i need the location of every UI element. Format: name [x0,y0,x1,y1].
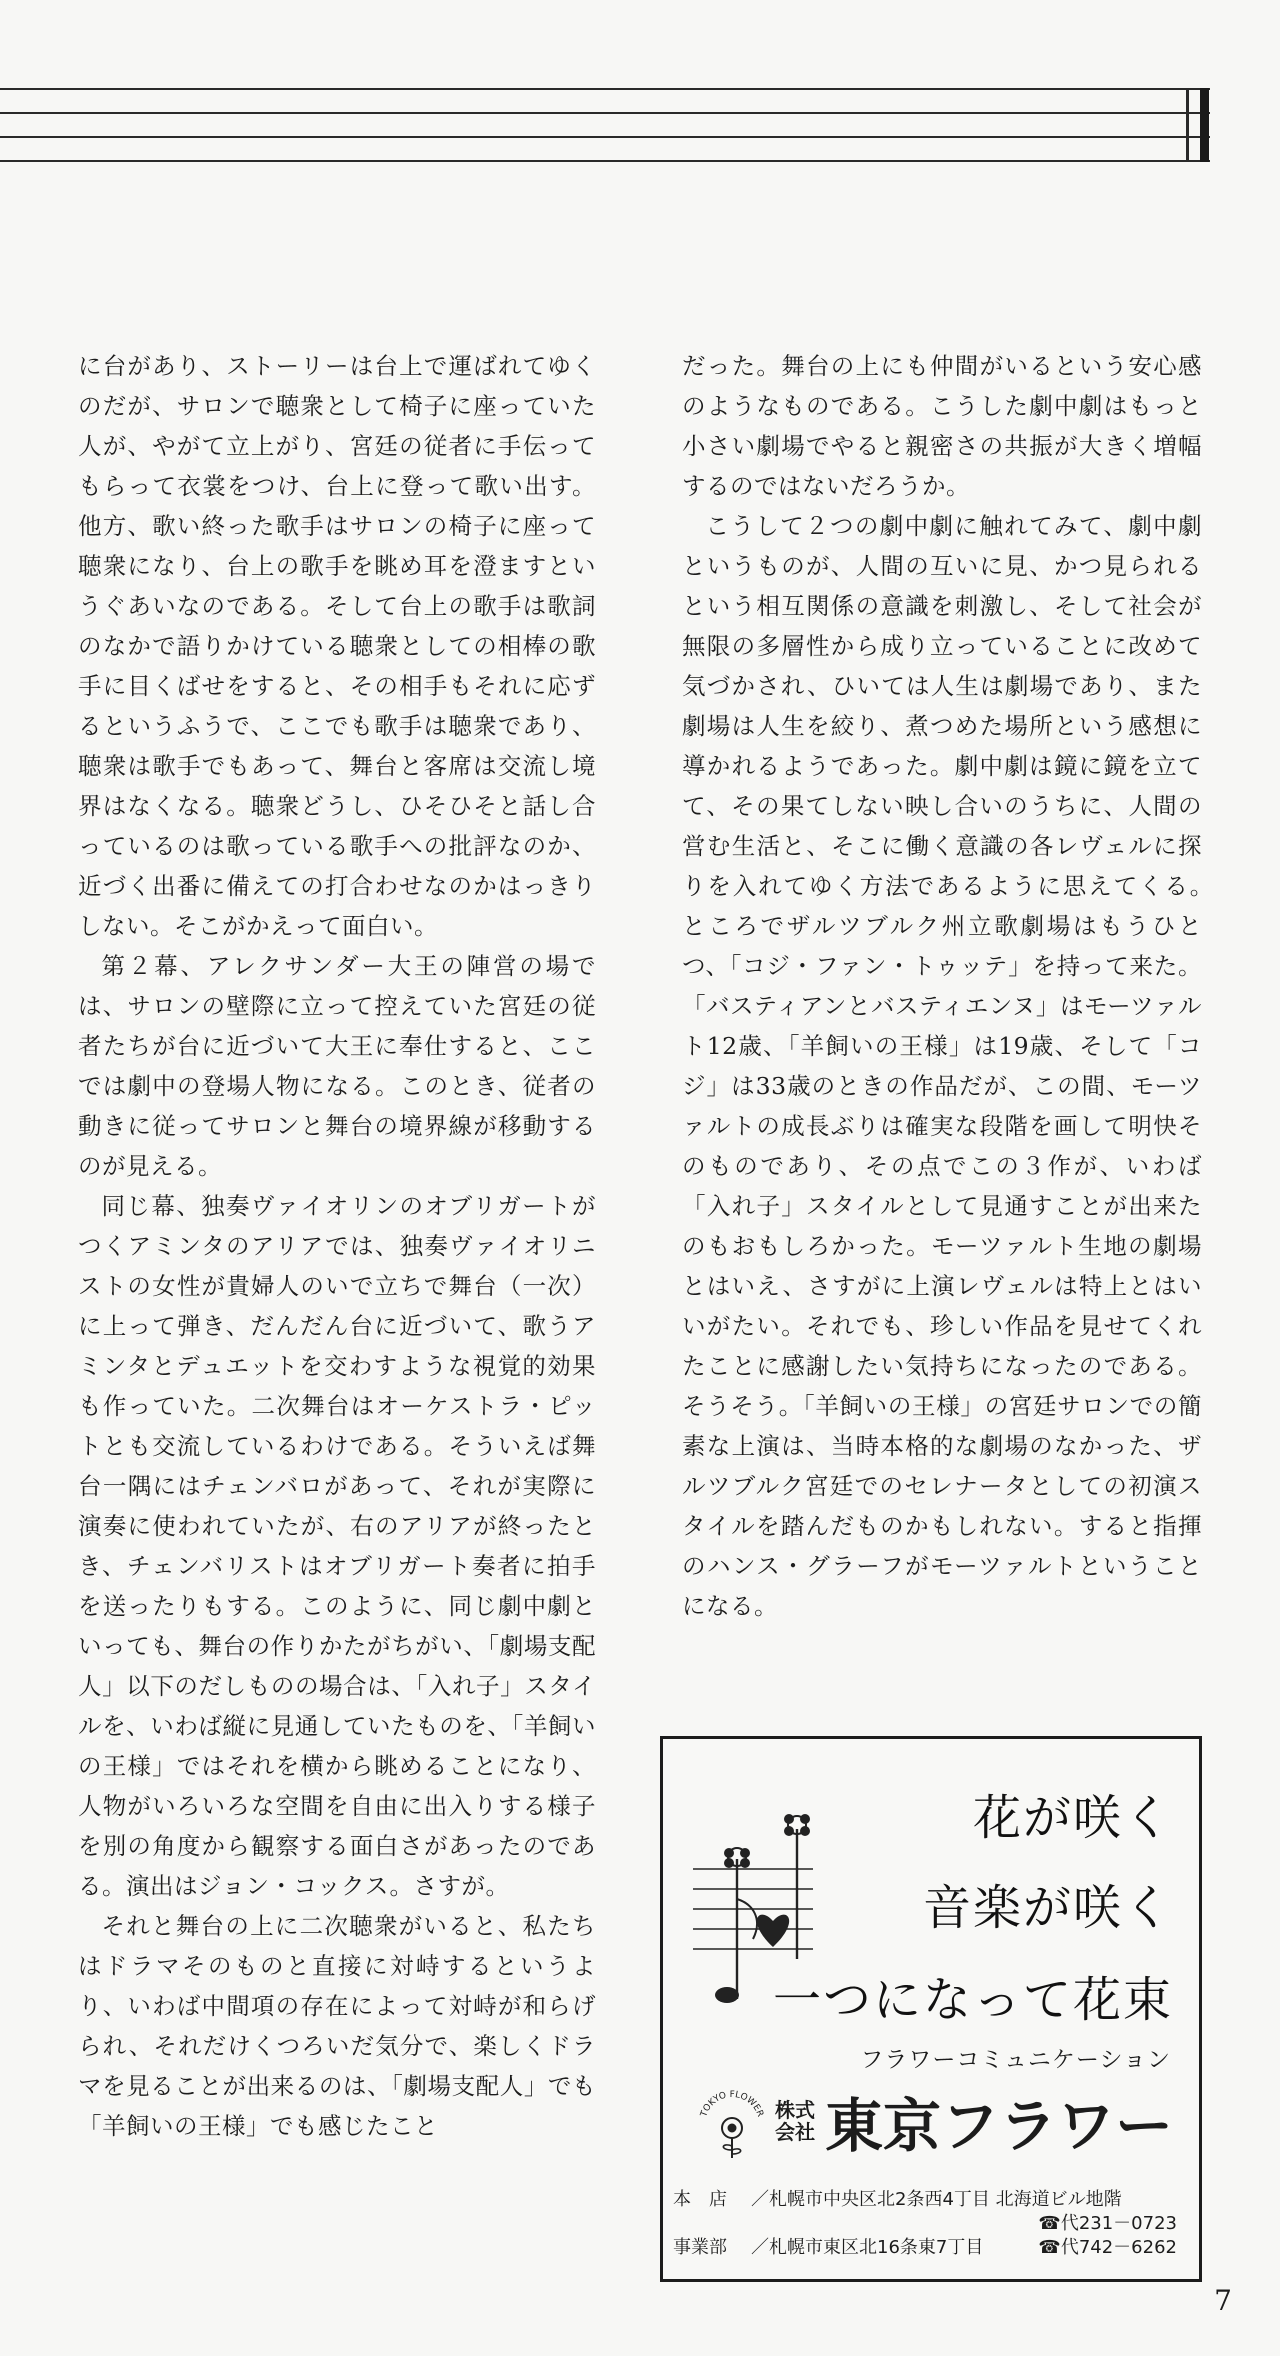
staff-line [0,88,1210,90]
head-office-label: 本 店 [673,2189,727,2210]
slogan-line-2: 音楽が咲く [922,1880,1173,1936]
head-office-address: ／札幌市中央区北2条西4丁目 北海道ビル地階 [751,2189,1122,2210]
barline-thick [1200,88,1209,162]
paragraph: 第２幕、アレクサンダー大王の陣営の場では、サロンの壁際に立って控えていた宮廷の従者たちが台に近づいて大王に奉仕すると、ここでは劇中の登場人物になる。このとき、従者の動きに従ってサロンと舞台の境界線が移動するのが見える。 [78,952,596,1180]
paragraph: それと舞台の上に二次聴衆がいると、私たちはドラマそのものと直接に対峙するというより、いわば中間項の存在によって対峙が和らげられ、それだけくつろいだ気分で、楽しくドラマを見ることが出来るのは、「劇場支配人」でも「羊飼いの王様」でも感じたこと [78,1912,596,2140]
staff-line [0,112,1210,114]
barline-thin [1186,88,1189,162]
staff-line [0,136,1210,138]
rose-logo-icon [697,2084,767,2162]
article-right-column [682,346,1226,1626]
paragraph: こうして２つの劇中劇に触れてみて、劇中劇というものが、人間の互いに見、かつ見られるという相互関係の意識を刺激し、そして社会が無限の多層性から成り立っていることに改めて気づかされ、ひいては人生は劇場であり、また劇場は人生を絞り、煮つめた場所という感想に導かれるようであった。劇中劇は鏡に鏡を立てて、その果てしない映し合いのうちに、人間の営む生活と、そこに働く意識の各レヴェルに探りを入れてゆく方法であるように思えてくる。 ところでザルツブルク州立歌劇場はもうひとつ、「コジ・ファン・トゥッテ」を持って来た。「バスティアンとバスティエンヌ」はモーツァルト12歳、「羊飼いの王様」は19歳、そして「コジ」は33歳のときの作品だが、この間、モーツァルトの成長ぶりは確実な段階を画して明快そのものであり、その点でこの３作が、いわば「入れ子」スタイルとして見通すことが出来たのもおもしろかった。モーツァルト生地の劇場とはいえ、さすがに上演レヴェルは特上とはいいがたい。それでも、珍しい作品を見せてくれたことに感謝したい気持ちになったのである。そうそう。「羊飼いの王様」の宮廷サロンでの簡素な上演は、当時本格的な劇場のなかった、ザルツブルク宮廷でのセレナータとしての初演スタイルを踏んだものかもしれない。すると指揮のハンス・グラーフがモーツァルトということになる。 [682,512,1226,1620]
kabushikigaisha-mark [775,2099,819,2143]
business-label: 事業部 [673,2237,727,2258]
head-office-phone: ☎代231－0723 [1038,2213,1177,2234]
kabu-text-1: 株式 [775,2098,815,2122]
business-office-address-row [673,2233,1177,2259]
staff-line [0,160,1210,162]
article-left-column [78,346,596,2146]
slogan-line-3: 一つになって花束 [772,1972,1173,2028]
flower-shop-advertisement [660,1736,1202,2282]
business-address: ／札幌市東区北16条東7丁目 [751,2237,984,2258]
head-office-address-row [673,2185,1177,2211]
paragraph: 同じ幕、独奏ヴァイオリンのオブリガートがつくアミンタのアリアでは、独奏ヴァイオリニストの女性が貴婦人のいで立ちで舞台（一次）に上って弾き、だんだん台に近づいて、歌うアミンタとデュエットを交わすような視覚的効果も作っていた。二次舞台はオーケストラ・ピットとも交流しているわけである。そういえば舞台一隅にはチェンバロがあって、それが実際に演奏に使われていたが、右のアリアが終ったとき、チェンバリストはオブリガート奏者に拍手を送ったりもする。このように、同じ劇中劇といっても、舞台の作りかたがちがい、「劇場支配人」以下のだしものの場合は、「入れ子」スタイルを、いわば縦に見通していたものを、「羊飼いの王様」ではそれを横から眺めることになり、人物がいろいろな空間を自由に出入りする様子を別の角度から観察する面白さがあったのである。演出はジョン・コックス。さすが。 [78,1192,596,1900]
kabu-text-2: 会社 [775,2120,815,2144]
head-office-phone-row [673,2209,1177,2235]
company-logo [775,2079,1173,2163]
slogan-line-1: 花が咲く [972,1790,1173,1846]
logo-text: TOKYO FLOWER [699,2089,765,2119]
staff-lines-header [0,88,1210,168]
page-number: 7 [1214,2284,1232,2317]
ad-subtitle: フラワーコミュニケーション [860,2047,1171,2073]
paragraph: だった。舞台の上にも仲間がいるという安心感のようなものである。こうした劇中劇はもっと小さい劇場でやると親密さの共振が大きく増幅するのではないだろうか。 [682,352,1202,500]
business-phone: ☎代742－6262 [1038,2237,1177,2258]
paragraph: に台があり、ストーリーは台上で運ばれてゆくのだが、サロンで聴衆として椅子に座っていた人が、やがて立上がり、宮廷の従者に手伝ってもらって衣裳をつけ、台上に登って歌い出す。他方、歌い終った歌手はサロンの椅子に座って聴衆になり、台上の歌手を眺め耳を澄ますというぐあいなのである。そして台上の歌手は歌詞のなかで語りかけている聴衆としての相棒の歌手に目くばせをすると、その相手もそれに応ずるというふうで、ここでも歌手は聴衆であり、聴衆は歌手でもあって、舞台と客席は交流し境界はなくなる。聴衆どうし、ひそひそと話し合っているのは歌っている歌手への批評なのか、近づく出番に備えての打合わせなのかはっきりしない。そこがかえって面白い。 [78,352,596,940]
company-name: 東京フラワー [825,2092,1174,2160]
